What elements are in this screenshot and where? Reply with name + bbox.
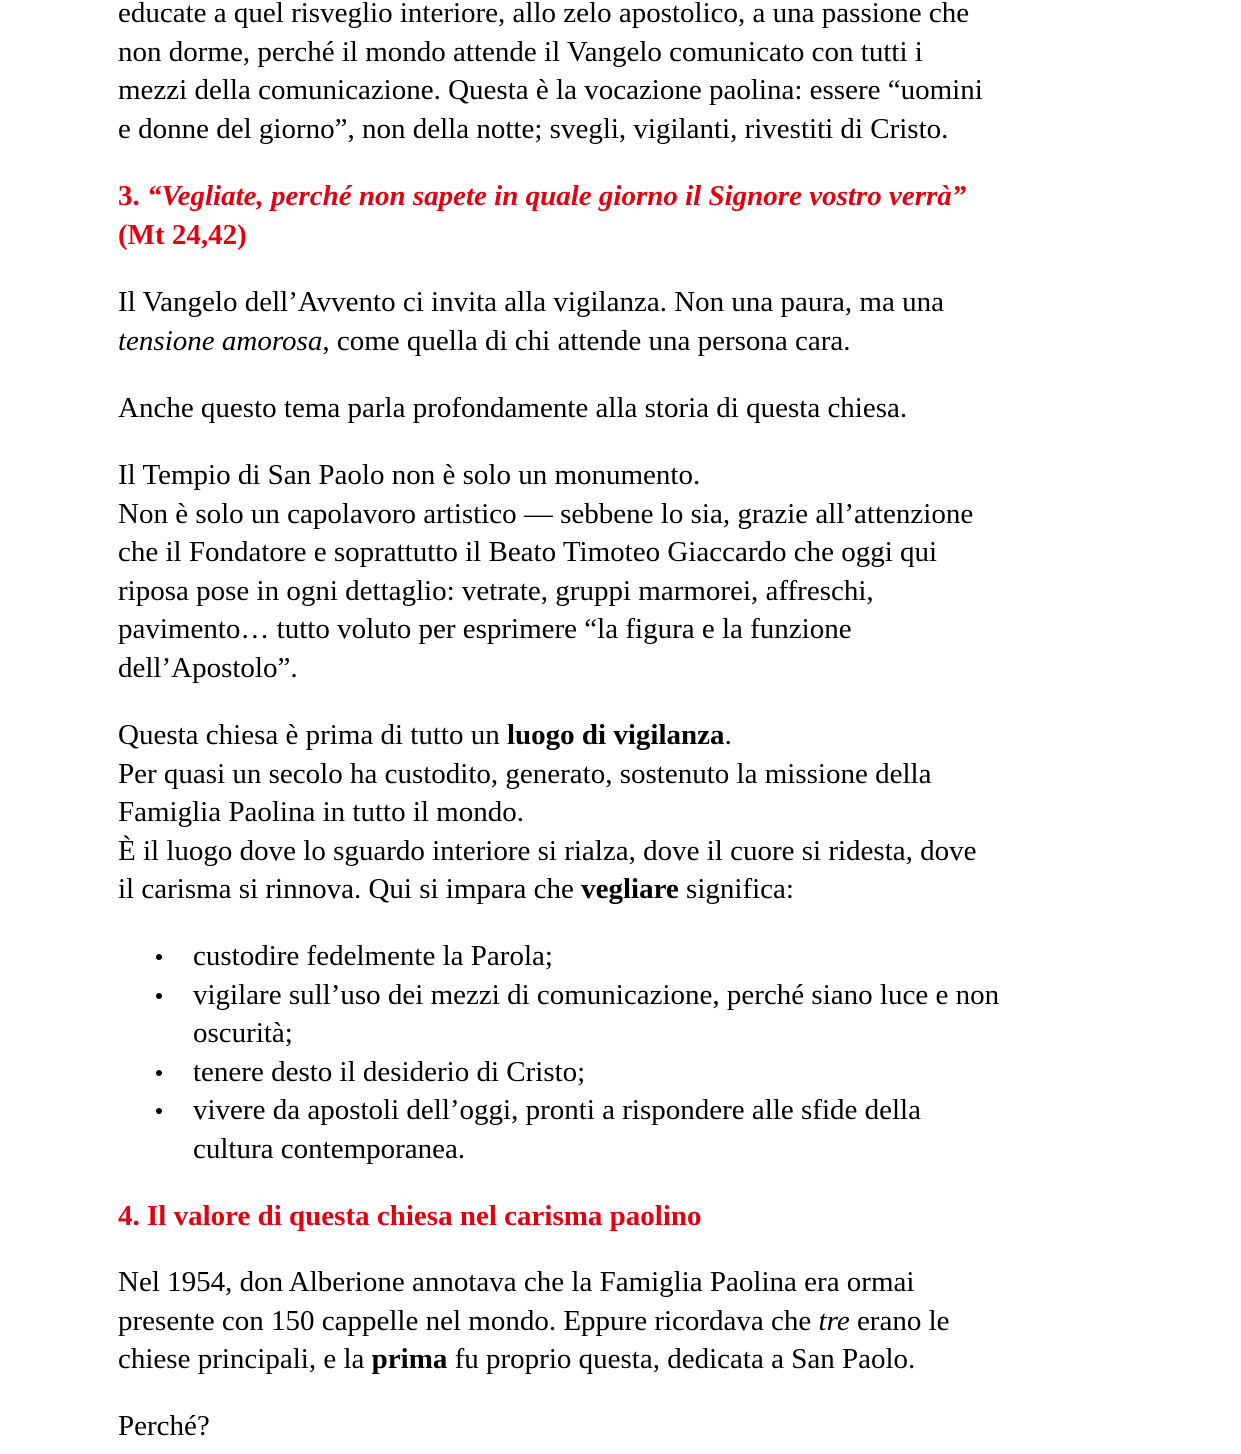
paragraph-luogo-vigilanza	[118, 716, 977, 909]
text-line: che il Fondatore e soprattutto il Beato Timoteo Giaccardo che oggi qui	[118, 536, 938, 568]
text-line: mezzi della comunicazione. Questa è la vocazione paolina: essere “uomini	[118, 74, 983, 106]
text-fragment: Questa chiesa è prima di tutto un	[118, 719, 507, 751]
text-fragment: fu proprio questa, dedicata a San Paolo.	[447, 1343, 916, 1375]
text-line: educate a quel risveglio interiore, allo zelo apostolico, a una passione che	[118, 0, 970, 29]
text-fragment: il carisma si rinnova. Qui si impara che	[118, 873, 582, 905]
text-fragment: , come quella di chi attende una persona cara.	[322, 324, 851, 357]
text-line: vigilare sull’uso dei mezzi di comunicazione, perché siano luce e non	[193, 978, 1000, 1011]
bold-text: luogo di vigilanza	[506, 719, 725, 751]
text-line: È il luogo dove lo sguardo interiore si rialza, dove il cuore si ridesta, dove	[118, 834, 977, 867]
text-line: dell’Apostolo”.	[118, 651, 298, 684]
list-item	[118, 1091, 999, 1168]
text-line: Il Tempio di San Paolo non è solo un monumento.	[118, 459, 701, 491]
text-fragment: chiese principali, e la	[118, 1343, 372, 1375]
text-line: riposa pose in ogni dettaglio: vetrate, gruppi marmorei, affreschi,	[118, 574, 874, 607]
intro-paragraph	[118, 0, 983, 148]
text-line: Nel 1954, don Alberione annotava che la Famiglia Paolina era ormai	[118, 1266, 915, 1298]
text-line: custodire fedelmente la Parola;	[193, 940, 553, 972]
list-item	[118, 1053, 999, 1092]
text-line: cultura contemporanea.	[193, 1132, 466, 1165]
text-line: Non è solo un capolavoro artistico — sebbene lo sia, grazie all’attenzione	[118, 497, 974, 530]
bullet-icon	[156, 993, 162, 999]
section-3-heading	[118, 177, 966, 254]
text-line: Famiglia Paolina in tutto il mondo.	[118, 796, 524, 828]
section-4-heading	[118, 1197, 702, 1236]
section-title-quote: “Vegliate, perché non sapete in quale giorno il Signore vostro verrà”	[147, 180, 967, 212]
text-line: Perché?	[118, 1410, 210, 1442]
bold-text: vegliare	[581, 873, 679, 905]
text-line: pavimento… tutto voluto per esprimere “la figura e la funzione	[118, 613, 852, 645]
list-item	[118, 976, 999, 1053]
bullet-icon	[156, 1070, 162, 1076]
text-line: vivere da apostoli dell’oggi, pronti a rispondere alle sfide della	[193, 1094, 921, 1126]
text-fragment: significa:	[678, 873, 794, 905]
bullet-list	[118, 937, 999, 1168]
section-reference: (Mt 24,42)	[118, 218, 247, 251]
emphasis-text: tre	[818, 1304, 850, 1337]
list-item	[118, 937, 999, 976]
paragraph-theme	[118, 389, 907, 428]
bullet-icon	[156, 954, 162, 960]
text-fragment: .	[724, 719, 732, 751]
text-line: non dorme, perché il mondo attende il Vangelo comunicato con tutti i	[118, 35, 923, 68]
bullet-icon	[156, 1108, 162, 1114]
section-number: 3.	[118, 180, 147, 212]
bold-text: prima	[371, 1343, 448, 1375]
emphasis-text: tensione amorosa	[118, 324, 323, 357]
text-line: Anche questo tema parla profondamente alla storia di questa chiesa.	[118, 392, 908, 424]
paragraph-question	[118, 1407, 210, 1446]
text-line: e donne del giorno”, non della notte; svegli, vigilanti, rivestiti di Cristo.	[118, 112, 949, 145]
paragraph-vigilance	[118, 283, 944, 360]
text-line: tenere desto il desiderio di Cristo;	[193, 1055, 586, 1088]
text-line: Il Vangelo dell’Avvento ci invita alla vigilanza. Non una paura, ma una	[118, 286, 944, 318]
paragraph-alberione	[118, 1263, 950, 1379]
text-line: Per quasi un secolo ha custodito, generato, sostenuto la missione della	[118, 757, 932, 790]
text-fragment: erano le	[849, 1304, 950, 1337]
section-title: 4. Il valore di questa chiesa nel carisma paolino	[118, 1200, 702, 1232]
text-line: oscurità;	[193, 1017, 293, 1049]
text-fragment: presente con 150 cappelle nel mondo. Eppure ricordava che	[118, 1304, 819, 1337]
paragraph-tempio	[118, 456, 973, 687]
